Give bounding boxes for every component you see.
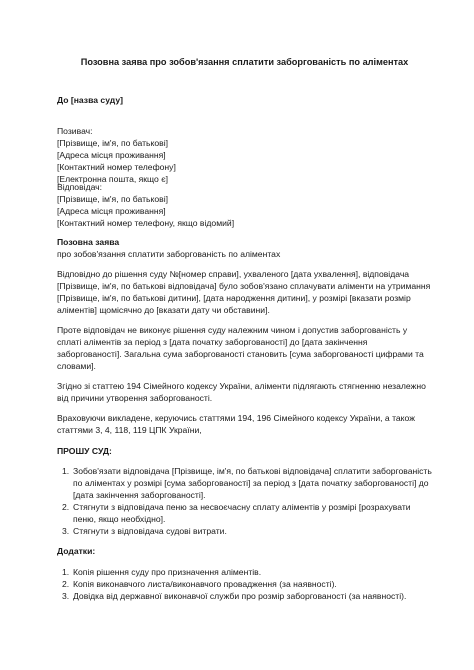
attachment-item-2: Копія виконавчого листа/виконавчого провадження (за наявності). [73,579,337,589]
court-line: До [назва суду] [57,95,123,105]
claim-heading: Позовна заява [57,237,120,247]
attachment-item-1: Копія рішення суду про призначення аліментів. [73,567,262,577]
defendant-name: [Прізвище, ім'я, по батькові] [57,194,169,204]
defendant-block [57,181,432,229]
paragraph-debt: Проте відповідач не виконує рішення суду належним чином і допустив заборгованість у сплаті аліментів за період з [дата початку заборгованості] до [дата закінчення заборгованості]. Загальна сума заборгованості становить [сума заборгованості цифрами та словами]. [57,325,424,371]
claim-heading-block [57,236,432,260]
attachments-list [57,566,432,602]
plaintiff-phone: [Контактний номер телефону] [57,162,176,172]
list-item: 3. Довідка від державної виконавчої служби про розмір заборгованості (за наявності). [62,591,407,601]
request-heading: ПРОШУ СУД: [57,446,112,456]
paragraph-decision: Відповідно до рішення суду №[номер справи], ухваленого [дата ухвалення], відповідача [Прізвище, ім'я, по батькові відповідача] було зобов'язано сплачувати аліменти на утримання [Прізвище, ім'я, по батькові дитини], [дата народження дитини], у розмірі [вказати розмір аліментів] щомісячно до [вказати дату чи обставини]. [57,269,431,315]
plaintiff-heading: Позивач: [57,126,93,136]
request-item-1: Зобов'язати відповідача [Прізвище, ім'я, по батькові відповідача] сплатити заборгованість по аліментах у розмірі [сума заборгованості] за період з [дата початку заборгованості] до [дата закінчення заборгованості]. [73,466,432,500]
list-item: 2. Копія виконавчого листа/виконавчого провадження (за наявності). [62,579,337,589]
list-item: 1. Копія рішення суду про призначення аліментів. [62,567,262,577]
list-item: 2. Стягнути з відповідача пеню за несвоєчасну сплату аліментів у розмірі [розрахувати пеню, якщо необхідно]. [62,502,411,524]
request-item-2: Стягнути з відповідача пеню за несвоєчасну сплату аліментів у розмірі [розрахувати пеню, якщо необхідно]. [73,502,411,524]
defendant-address: [Адреса місця проживання] [57,206,166,216]
attachment-item-3: Довідка від державної виконавчої служби про розмір заборгованості (за наявності). [73,591,407,601]
document-title: Позовна заява про зобов'язання сплатити заборгованість по аліментах [80,57,409,67]
plaintiff-email: [Електронна пошта, якщо є] [57,174,168,184]
paragraph-law: Згідно зі статтею 194 Сімейного кодексу України, аліменти підлягають стягненню незалежно від причини утворення заборгованості. [57,381,426,403]
list-item: 1. Зобов'язати відповідача [Прізвище, ім'я, по батькові відповідача] сплатити заборгованість по аліментах у розмірі [сума заборгованості] за період з [дата початку заборгованості] до [дата закінчення заборгованості]. [62,466,432,500]
claim-subheading: про зобов'язання сплатити заборгованість по аліментах [57,249,281,259]
request-list [57,465,432,537]
plaintiff-block [57,125,432,185]
plaintiff-name: [Прізвище, ім'я, по батькові] [57,138,169,148]
defendant-heading: Відповідач: [57,182,103,192]
attachments-heading: Додатки: [57,546,96,556]
plaintiff-address: [Адреса місця проживання] [57,150,166,160]
list-item: 3. Стягнути з відповідача судові витрати. [62,526,227,536]
request-item-3: Стягнути з відповідача судові витрати. [73,526,227,536]
defendant-phone: [Контактний номер телефону, якщо відомий] [57,218,235,228]
paragraph-grounds: Враховуючи викладене, керуючись статтями 194, 196 Сімейного кодексу України, а також статтями 3, 4, 118, 119 ЦПК України, [57,413,415,435]
